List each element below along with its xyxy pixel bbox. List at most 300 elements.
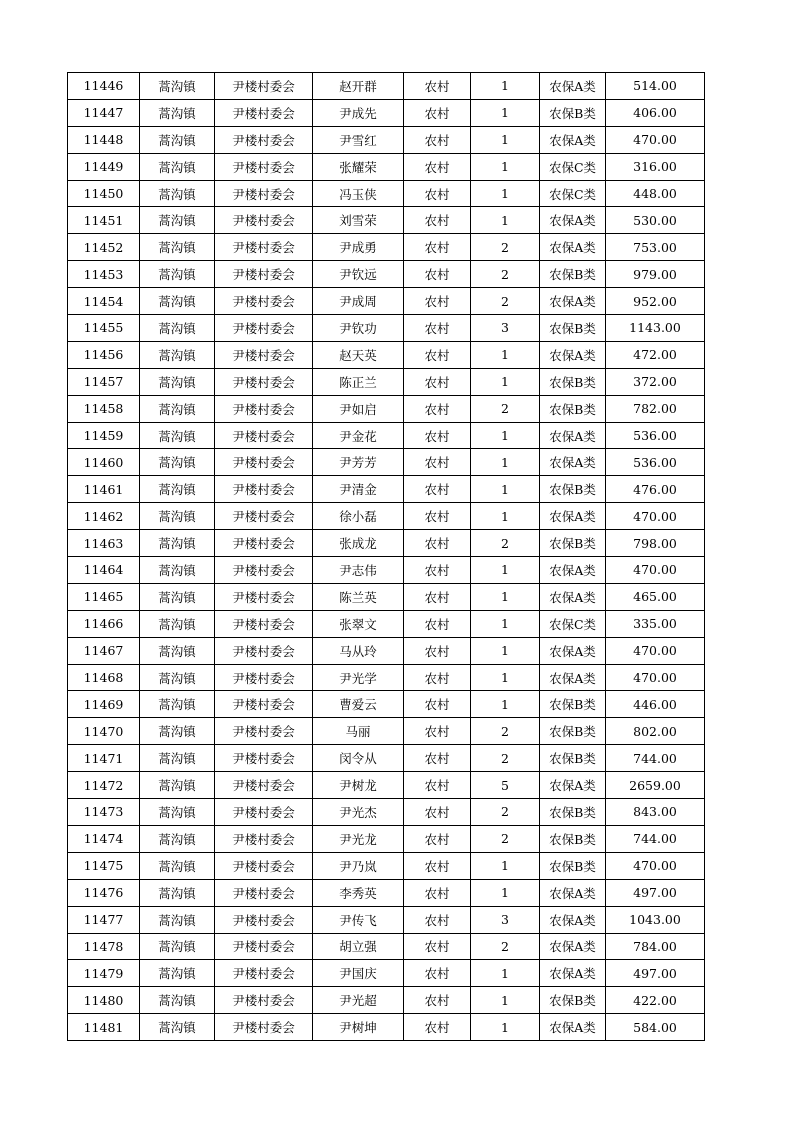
person-name-cell: 尹国庆 xyxy=(313,960,404,987)
category-cell: 农保A类 xyxy=(540,960,606,987)
village-committee-cell: 尹楼村委会 xyxy=(215,879,313,906)
amount-cell: 744.00 xyxy=(606,825,705,852)
village-committee-cell: 尹楼村委会 xyxy=(215,288,313,315)
village-committee-cell: 尹楼村委会 xyxy=(215,745,313,772)
household-count-cell: 1 xyxy=(471,153,540,180)
amount-cell: 784.00 xyxy=(606,933,705,960)
amount-cell: 448.00 xyxy=(606,180,705,207)
household-count-cell: 1 xyxy=(471,207,540,234)
person-name-cell: 张翠文 xyxy=(313,610,404,637)
village-committee-cell: 尹楼村委会 xyxy=(215,637,313,664)
amount-cell: 1043.00 xyxy=(606,906,705,933)
record-id-cell: 11451 xyxy=(68,207,140,234)
amount-cell: 470.00 xyxy=(606,852,705,879)
person-name-cell: 张成龙 xyxy=(313,530,404,557)
village-committee-cell: 尹楼村委会 xyxy=(215,852,313,879)
amount-cell: 843.00 xyxy=(606,799,705,826)
town-cell: 蒿沟镇 xyxy=(140,906,215,933)
record-id-cell: 11469 xyxy=(68,691,140,718)
person-name-cell: 尹成勇 xyxy=(313,234,404,261)
amount-cell: 979.00 xyxy=(606,261,705,288)
area-type-cell: 农村 xyxy=(404,153,471,180)
table-row xyxy=(68,476,705,503)
category-cell: 农保A类 xyxy=(540,933,606,960)
town-cell: 蒿沟镇 xyxy=(140,449,215,476)
table-row xyxy=(68,449,705,476)
table-row xyxy=(68,503,705,530)
category-cell: 农保A类 xyxy=(540,1014,606,1041)
person-name-cell: 尹光龙 xyxy=(313,825,404,852)
table-row xyxy=(68,772,705,799)
area-type-cell: 农村 xyxy=(404,99,471,126)
amount-cell: 802.00 xyxy=(606,718,705,745)
record-id-cell: 11472 xyxy=(68,772,140,799)
person-name-cell: 陈兰英 xyxy=(313,583,404,610)
category-cell: 农保B类 xyxy=(540,99,606,126)
household-count-cell: 1 xyxy=(471,664,540,691)
area-type-cell: 农村 xyxy=(404,745,471,772)
person-name-cell: 闵令从 xyxy=(313,745,404,772)
town-cell: 蒿沟镇 xyxy=(140,261,215,288)
amount-cell: 476.00 xyxy=(606,476,705,503)
area-type-cell: 农村 xyxy=(404,610,471,637)
table-row xyxy=(68,207,705,234)
area-type-cell: 农村 xyxy=(404,503,471,530)
area-type-cell: 农村 xyxy=(404,933,471,960)
village-committee-cell: 尹楼村委会 xyxy=(215,368,313,395)
record-id-cell: 11468 xyxy=(68,664,140,691)
town-cell: 蒿沟镇 xyxy=(140,557,215,584)
record-id-cell: 11464 xyxy=(68,557,140,584)
area-type-cell: 农村 xyxy=(404,315,471,342)
area-type-cell: 农村 xyxy=(404,180,471,207)
area-type-cell: 农村 xyxy=(404,207,471,234)
category-cell: 农保A类 xyxy=(540,503,606,530)
area-type-cell: 农村 xyxy=(404,987,471,1014)
record-id-cell: 11476 xyxy=(68,879,140,906)
amount-cell: 530.00 xyxy=(606,207,705,234)
category-cell: 农保B类 xyxy=(540,718,606,745)
amount-cell: 470.00 xyxy=(606,126,705,153)
town-cell: 蒿沟镇 xyxy=(140,180,215,207)
record-id-cell: 11467 xyxy=(68,637,140,664)
category-cell: 农保B类 xyxy=(540,799,606,826)
household-count-cell: 1 xyxy=(471,987,540,1014)
table-row xyxy=(68,664,705,691)
table-row xyxy=(68,126,705,153)
amount-cell: 744.00 xyxy=(606,745,705,772)
table-row xyxy=(68,879,705,906)
record-id-cell: 11470 xyxy=(68,718,140,745)
area-type-cell: 农村 xyxy=(404,476,471,503)
amount-cell: 497.00 xyxy=(606,960,705,987)
area-type-cell: 农村 xyxy=(404,341,471,368)
village-committee-cell: 尹楼村委会 xyxy=(215,825,313,852)
household-count-cell: 1 xyxy=(471,879,540,906)
amount-cell: 335.00 xyxy=(606,610,705,637)
town-cell: 蒿沟镇 xyxy=(140,610,215,637)
record-id-cell: 11452 xyxy=(68,234,140,261)
household-count-cell: 1 xyxy=(471,503,540,530)
amount-cell: 470.00 xyxy=(606,503,705,530)
amount-cell: 422.00 xyxy=(606,987,705,1014)
table-row xyxy=(68,825,705,852)
amount-cell: 316.00 xyxy=(606,153,705,180)
category-cell: 农保B类 xyxy=(540,987,606,1014)
town-cell: 蒿沟镇 xyxy=(140,852,215,879)
category-cell: 农保A类 xyxy=(540,583,606,610)
table-row xyxy=(68,610,705,637)
town-cell: 蒿沟镇 xyxy=(140,825,215,852)
person-name-cell: 李秀英 xyxy=(313,879,404,906)
household-count-cell: 1 xyxy=(471,341,540,368)
household-count-cell: 2 xyxy=(471,933,540,960)
table-row xyxy=(68,718,705,745)
village-committee-cell: 尹楼村委会 xyxy=(215,906,313,933)
person-name-cell: 尹传飞 xyxy=(313,906,404,933)
category-cell: 农保B类 xyxy=(540,315,606,342)
amount-cell: 406.00 xyxy=(606,99,705,126)
category-cell: 农保A类 xyxy=(540,906,606,933)
amount-cell: 798.00 xyxy=(606,530,705,557)
town-cell: 蒿沟镇 xyxy=(140,583,215,610)
category-cell: 农保A类 xyxy=(540,879,606,906)
table-row xyxy=(68,799,705,826)
household-count-cell: 2 xyxy=(471,718,540,745)
town-cell: 蒿沟镇 xyxy=(140,315,215,342)
records-table xyxy=(67,72,705,1041)
town-cell: 蒿沟镇 xyxy=(140,99,215,126)
town-cell: 蒿沟镇 xyxy=(140,799,215,826)
category-cell: 农保A类 xyxy=(540,126,606,153)
record-id-cell: 11461 xyxy=(68,476,140,503)
record-id-cell: 11453 xyxy=(68,261,140,288)
person-name-cell: 冯玉侠 xyxy=(313,180,404,207)
area-type-cell: 农村 xyxy=(404,664,471,691)
record-id-cell: 11475 xyxy=(68,852,140,879)
village-committee-cell: 尹楼村委会 xyxy=(215,126,313,153)
amount-cell: 514.00 xyxy=(606,73,705,100)
records-table-body xyxy=(68,73,705,1041)
amount-cell: 470.00 xyxy=(606,664,705,691)
person-name-cell: 尹清金 xyxy=(313,476,404,503)
village-committee-cell: 尹楼村委会 xyxy=(215,476,313,503)
area-type-cell: 农村 xyxy=(404,288,471,315)
person-name-cell: 尹乃岚 xyxy=(313,852,404,879)
amount-cell: 497.00 xyxy=(606,879,705,906)
category-cell: 农保A类 xyxy=(540,772,606,799)
table-row xyxy=(68,368,705,395)
amount-cell: 372.00 xyxy=(606,368,705,395)
household-count-cell: 1 xyxy=(471,99,540,126)
area-type-cell: 农村 xyxy=(404,718,471,745)
person-name-cell: 赵开群 xyxy=(313,73,404,100)
table-row xyxy=(68,906,705,933)
area-type-cell: 农村 xyxy=(404,234,471,261)
town-cell: 蒿沟镇 xyxy=(140,341,215,368)
area-type-cell: 农村 xyxy=(404,530,471,557)
town-cell: 蒿沟镇 xyxy=(140,73,215,100)
village-committee-cell: 尹楼村委会 xyxy=(215,315,313,342)
village-committee-cell: 尹楼村委会 xyxy=(215,261,313,288)
amount-cell: 952.00 xyxy=(606,288,705,315)
table-row xyxy=(68,395,705,422)
town-cell: 蒿沟镇 xyxy=(140,288,215,315)
village-committee-cell: 尹楼村委会 xyxy=(215,664,313,691)
category-cell: 农保A类 xyxy=(540,234,606,261)
village-committee-cell: 尹楼村委会 xyxy=(215,153,313,180)
village-committee-cell: 尹楼村委会 xyxy=(215,449,313,476)
household-count-cell: 2 xyxy=(471,261,540,288)
record-id-cell: 11450 xyxy=(68,180,140,207)
category-cell: 农保C类 xyxy=(540,153,606,180)
category-cell: 农保B类 xyxy=(540,530,606,557)
town-cell: 蒿沟镇 xyxy=(140,503,215,530)
table-row xyxy=(68,745,705,772)
person-name-cell: 张耀荣 xyxy=(313,153,404,180)
village-committee-cell: 尹楼村委会 xyxy=(215,960,313,987)
household-count-cell: 1 xyxy=(471,691,540,718)
table-row xyxy=(68,261,705,288)
amount-cell: 472.00 xyxy=(606,341,705,368)
village-committee-cell: 尹楼村委会 xyxy=(215,583,313,610)
person-name-cell: 尹如启 xyxy=(313,395,404,422)
household-count-cell: 1 xyxy=(471,449,540,476)
household-count-cell: 1 xyxy=(471,557,540,584)
amount-cell: 1143.00 xyxy=(606,315,705,342)
town-cell: 蒿沟镇 xyxy=(140,1014,215,1041)
household-count-cell: 1 xyxy=(471,126,540,153)
table-row xyxy=(68,234,705,261)
amount-cell: 782.00 xyxy=(606,395,705,422)
town-cell: 蒿沟镇 xyxy=(140,772,215,799)
household-count-cell: 1 xyxy=(471,422,540,449)
village-committee-cell: 尹楼村委会 xyxy=(215,933,313,960)
town-cell: 蒿沟镇 xyxy=(140,879,215,906)
record-id-cell: 11460 xyxy=(68,449,140,476)
village-committee-cell: 尹楼村委会 xyxy=(215,987,313,1014)
person-name-cell: 尹光超 xyxy=(313,987,404,1014)
household-count-cell: 3 xyxy=(471,315,540,342)
household-count-cell: 1 xyxy=(471,476,540,503)
person-name-cell: 马从玲 xyxy=(313,637,404,664)
category-cell: 农保B类 xyxy=(540,852,606,879)
town-cell: 蒿沟镇 xyxy=(140,745,215,772)
table-row xyxy=(68,315,705,342)
household-count-cell: 5 xyxy=(471,772,540,799)
village-committee-cell: 尹楼村委会 xyxy=(215,718,313,745)
category-cell: 农保A类 xyxy=(540,557,606,584)
household-count-cell: 2 xyxy=(471,825,540,852)
area-type-cell: 农村 xyxy=(404,799,471,826)
category-cell: 农保A类 xyxy=(540,207,606,234)
area-type-cell: 农村 xyxy=(404,879,471,906)
person-name-cell: 尹志伟 xyxy=(313,557,404,584)
person-name-cell: 尹钦远 xyxy=(313,261,404,288)
town-cell: 蒿沟镇 xyxy=(140,960,215,987)
household-count-cell: 1 xyxy=(471,1014,540,1041)
village-committee-cell: 尹楼村委会 xyxy=(215,234,313,261)
table-row xyxy=(68,288,705,315)
table-row xyxy=(68,933,705,960)
area-type-cell: 农村 xyxy=(404,126,471,153)
category-cell: 农保B类 xyxy=(540,261,606,288)
household-count-cell: 2 xyxy=(471,234,540,261)
category-cell: 农保A类 xyxy=(540,664,606,691)
area-type-cell: 农村 xyxy=(404,557,471,584)
table-row xyxy=(68,180,705,207)
area-type-cell: 农村 xyxy=(404,422,471,449)
table-row xyxy=(68,960,705,987)
household-count-cell: 2 xyxy=(471,395,540,422)
town-cell: 蒿沟镇 xyxy=(140,637,215,664)
area-type-cell: 农村 xyxy=(404,691,471,718)
village-committee-cell: 尹楼村委会 xyxy=(215,73,313,100)
category-cell: 农保B类 xyxy=(540,476,606,503)
document-page xyxy=(67,72,705,1041)
household-count-cell: 2 xyxy=(471,799,540,826)
area-type-cell: 农村 xyxy=(404,772,471,799)
table-row xyxy=(68,153,705,180)
amount-cell: 465.00 xyxy=(606,583,705,610)
person-name-cell: 尹钦功 xyxy=(313,315,404,342)
table-row xyxy=(68,691,705,718)
table-row xyxy=(68,637,705,664)
category-cell: 农保A类 xyxy=(540,73,606,100)
village-committee-cell: 尹楼村委会 xyxy=(215,530,313,557)
category-cell: 农保C类 xyxy=(540,180,606,207)
area-type-cell: 农村 xyxy=(404,906,471,933)
record-id-cell: 11471 xyxy=(68,745,140,772)
area-type-cell: 农村 xyxy=(404,960,471,987)
record-id-cell: 11449 xyxy=(68,153,140,180)
record-id-cell: 11481 xyxy=(68,1014,140,1041)
person-name-cell: 胡立强 xyxy=(313,933,404,960)
area-type-cell: 农村 xyxy=(404,449,471,476)
amount-cell: 2659.00 xyxy=(606,772,705,799)
category-cell: 农保A类 xyxy=(540,341,606,368)
town-cell: 蒿沟镇 xyxy=(140,933,215,960)
category-cell: 农保C类 xyxy=(540,610,606,637)
category-cell: 农保B类 xyxy=(540,691,606,718)
person-name-cell: 尹金花 xyxy=(313,422,404,449)
village-committee-cell: 尹楼村委会 xyxy=(215,341,313,368)
area-type-cell: 农村 xyxy=(404,583,471,610)
area-type-cell: 农村 xyxy=(404,825,471,852)
person-name-cell: 徐小磊 xyxy=(313,503,404,530)
household-count-cell: 2 xyxy=(471,288,540,315)
village-committee-cell: 尹楼村委会 xyxy=(215,799,313,826)
household-count-cell: 1 xyxy=(471,960,540,987)
record-id-cell: 11456 xyxy=(68,341,140,368)
category-cell: 农保A类 xyxy=(540,449,606,476)
table-row xyxy=(68,987,705,1014)
area-type-cell: 农村 xyxy=(404,368,471,395)
record-id-cell: 11477 xyxy=(68,906,140,933)
category-cell: 农保A类 xyxy=(540,637,606,664)
record-id-cell: 11479 xyxy=(68,960,140,987)
household-count-cell: 1 xyxy=(471,73,540,100)
record-id-cell: 11454 xyxy=(68,288,140,315)
record-id-cell: 11448 xyxy=(68,126,140,153)
town-cell: 蒿沟镇 xyxy=(140,153,215,180)
village-committee-cell: 尹楼村委会 xyxy=(215,691,313,718)
household-count-cell: 3 xyxy=(471,906,540,933)
record-id-cell: 11478 xyxy=(68,933,140,960)
table-row xyxy=(68,99,705,126)
village-committee-cell: 尹楼村委会 xyxy=(215,1014,313,1041)
village-committee-cell: 尹楼村委会 xyxy=(215,395,313,422)
category-cell: 农保B类 xyxy=(540,368,606,395)
record-id-cell: 11446 xyxy=(68,73,140,100)
village-committee-cell: 尹楼村委会 xyxy=(215,503,313,530)
town-cell: 蒿沟镇 xyxy=(140,395,215,422)
category-cell: 农保B类 xyxy=(540,395,606,422)
person-name-cell: 马丽 xyxy=(313,718,404,745)
person-name-cell: 尹光学 xyxy=(313,664,404,691)
person-name-cell: 陈正兰 xyxy=(313,368,404,395)
category-cell: 农保A类 xyxy=(540,288,606,315)
town-cell: 蒿沟镇 xyxy=(140,664,215,691)
amount-cell: 536.00 xyxy=(606,422,705,449)
town-cell: 蒿沟镇 xyxy=(140,368,215,395)
town-cell: 蒿沟镇 xyxy=(140,207,215,234)
household-count-cell: 1 xyxy=(471,180,540,207)
record-id-cell: 11457 xyxy=(68,368,140,395)
amount-cell: 584.00 xyxy=(606,1014,705,1041)
town-cell: 蒿沟镇 xyxy=(140,422,215,449)
person-name-cell: 曹爱云 xyxy=(313,691,404,718)
record-id-cell: 11465 xyxy=(68,583,140,610)
household-count-cell: 1 xyxy=(471,583,540,610)
category-cell: 农保B类 xyxy=(540,825,606,852)
record-id-cell: 11462 xyxy=(68,503,140,530)
town-cell: 蒿沟镇 xyxy=(140,691,215,718)
record-id-cell: 11480 xyxy=(68,987,140,1014)
town-cell: 蒿沟镇 xyxy=(140,718,215,745)
amount-cell: 446.00 xyxy=(606,691,705,718)
table-row xyxy=(68,852,705,879)
village-committee-cell: 尹楼村委会 xyxy=(215,207,313,234)
person-name-cell: 尹成先 xyxy=(313,99,404,126)
table-row xyxy=(68,1014,705,1041)
village-committee-cell: 尹楼村委会 xyxy=(215,422,313,449)
table-row xyxy=(68,583,705,610)
household-count-cell: 1 xyxy=(471,637,540,664)
record-id-cell: 11459 xyxy=(68,422,140,449)
village-committee-cell: 尹楼村委会 xyxy=(215,557,313,584)
category-cell: 农保A类 xyxy=(540,422,606,449)
town-cell: 蒿沟镇 xyxy=(140,530,215,557)
town-cell: 蒿沟镇 xyxy=(140,234,215,261)
household-count-cell: 1 xyxy=(471,610,540,637)
area-type-cell: 农村 xyxy=(404,852,471,879)
town-cell: 蒿沟镇 xyxy=(140,476,215,503)
person-name-cell: 尹成周 xyxy=(313,288,404,315)
town-cell: 蒿沟镇 xyxy=(140,987,215,1014)
person-name-cell: 尹雪红 xyxy=(313,126,404,153)
record-id-cell: 11455 xyxy=(68,315,140,342)
area-type-cell: 农村 xyxy=(404,395,471,422)
person-name-cell: 尹芳芳 xyxy=(313,449,404,476)
record-id-cell: 11447 xyxy=(68,99,140,126)
category-cell: 农保B类 xyxy=(540,745,606,772)
person-name-cell: 尹树坤 xyxy=(313,1014,404,1041)
household-count-cell: 1 xyxy=(471,368,540,395)
village-committee-cell: 尹楼村委会 xyxy=(215,99,313,126)
amount-cell: 470.00 xyxy=(606,557,705,584)
record-id-cell: 11473 xyxy=(68,799,140,826)
